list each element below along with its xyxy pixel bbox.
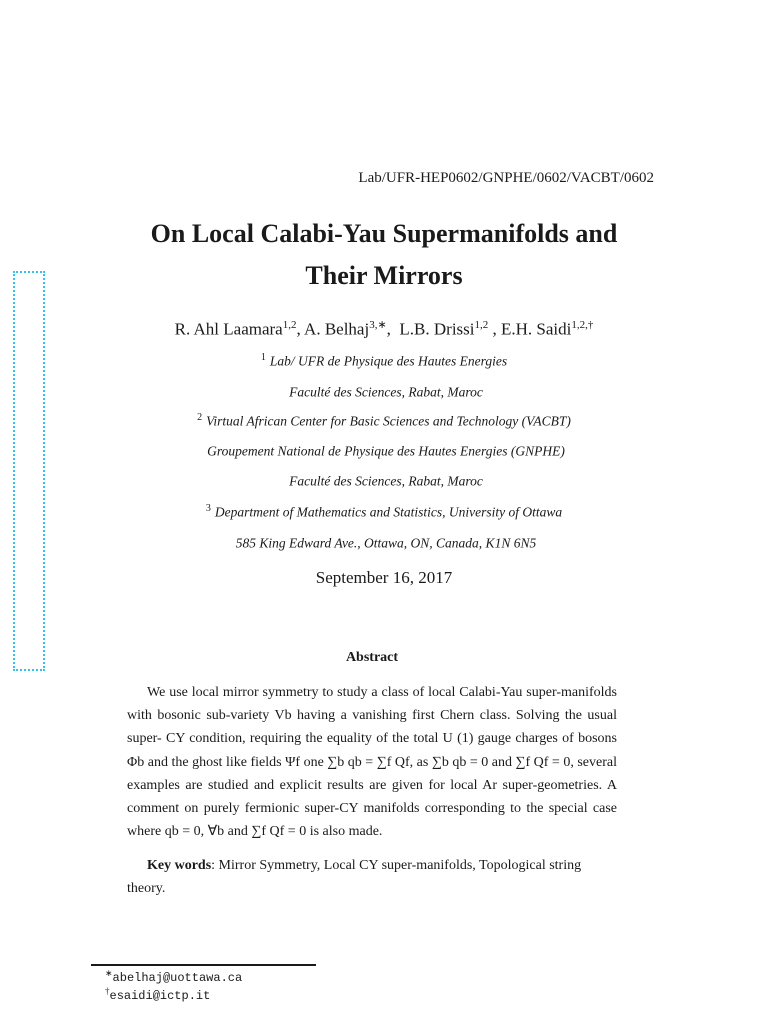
abstract-body: We use local mirror symmetry to study a class of local Calabi-Yau super-manifolds with bosonic sub-variety Vb having a vanishing first Chern class. Solving the usual super- CY condition, requiring the equality of the total U (1) gauge charges of bosons Φb and the ghost like fields Ψf one ∑b qb = ∑f Qf, as ∑b qb = 0 and ∑f Qf = 0, several examples are studied and explicit results are given for local Ar super-geometries. A comment on purely fermionic super-CY manifolds corresponding to the special case where qb = 0, ∀b and ∑f Qf = 0 is also made. [127,685,617,840]
author-marks: 1,2 [282,319,297,331]
author-marks: 3,∗ [369,319,387,331]
affiliation-line: Groupement National de Physique des Hautes Energies (GNPHE) [207,443,565,459]
affiliation-line: 585 King Edward Ave., Ottawa, ON, Canada, K1N 6N5 [235,535,537,551]
affiliation-line: $^1$ Lab/ UFR de Physique des Hautes Energies [260,352,508,369]
footnote-email[interactable]: ∗abelhaj@uottawa.ca [105,968,243,985]
abstract-heading: Abstract [345,650,399,665]
title-line-1: On Local Calabi-Yau Supermanifolds and [150,219,618,248]
keywords-label: Key words [147,858,212,873]
affiliation-line: $^3$ Department of Mathematics and Statistics, University of Ottawa [205,503,563,520]
keywords-text: : Mirror Symmetry, Local CY super-manifolds, Topological string theory. [127,858,582,896]
author-marks: 1,2,† [571,319,594,331]
preprint-number: Lab/UFR-HEP0602/GNPHE/0602/VACBT/0602 [358,170,654,186]
author-list: R. Ahl Laamara$^{1,2}$, A. Belhaj$^{3,∗}$, L.B. Drissi$^{1,2}$ , E.H. Saidi$^{1,2,\dagger}$ [174,319,594,339]
footnote-rule [91,964,316,966]
paper-title [0,213,768,297]
keywords [127,854,617,900]
author-marks: 1,2 [474,319,489,331]
author-name: E.H. Saidi [501,319,572,339]
paper-date: September 16, 2017 [315,568,453,587]
affiliation-line: Faculté des Sciences, Rabat, Maroc [289,384,483,400]
title-line-2: Their Mirrors [305,261,463,290]
footnote-email[interactable]: †esaidi@ictp.it [105,986,211,1003]
author-name: A. Belhaj [304,319,370,339]
author-name: L.B. Drissi [399,319,475,339]
affiliation-line: $^2$ Virtual African Center for Basic Sciences and Technology (VACBT) [197,412,571,429]
affiliation-line: Faculté des Sciences, Rabat, Maroc [289,473,483,489]
author-name: R. Ahl Laamara [174,319,283,339]
